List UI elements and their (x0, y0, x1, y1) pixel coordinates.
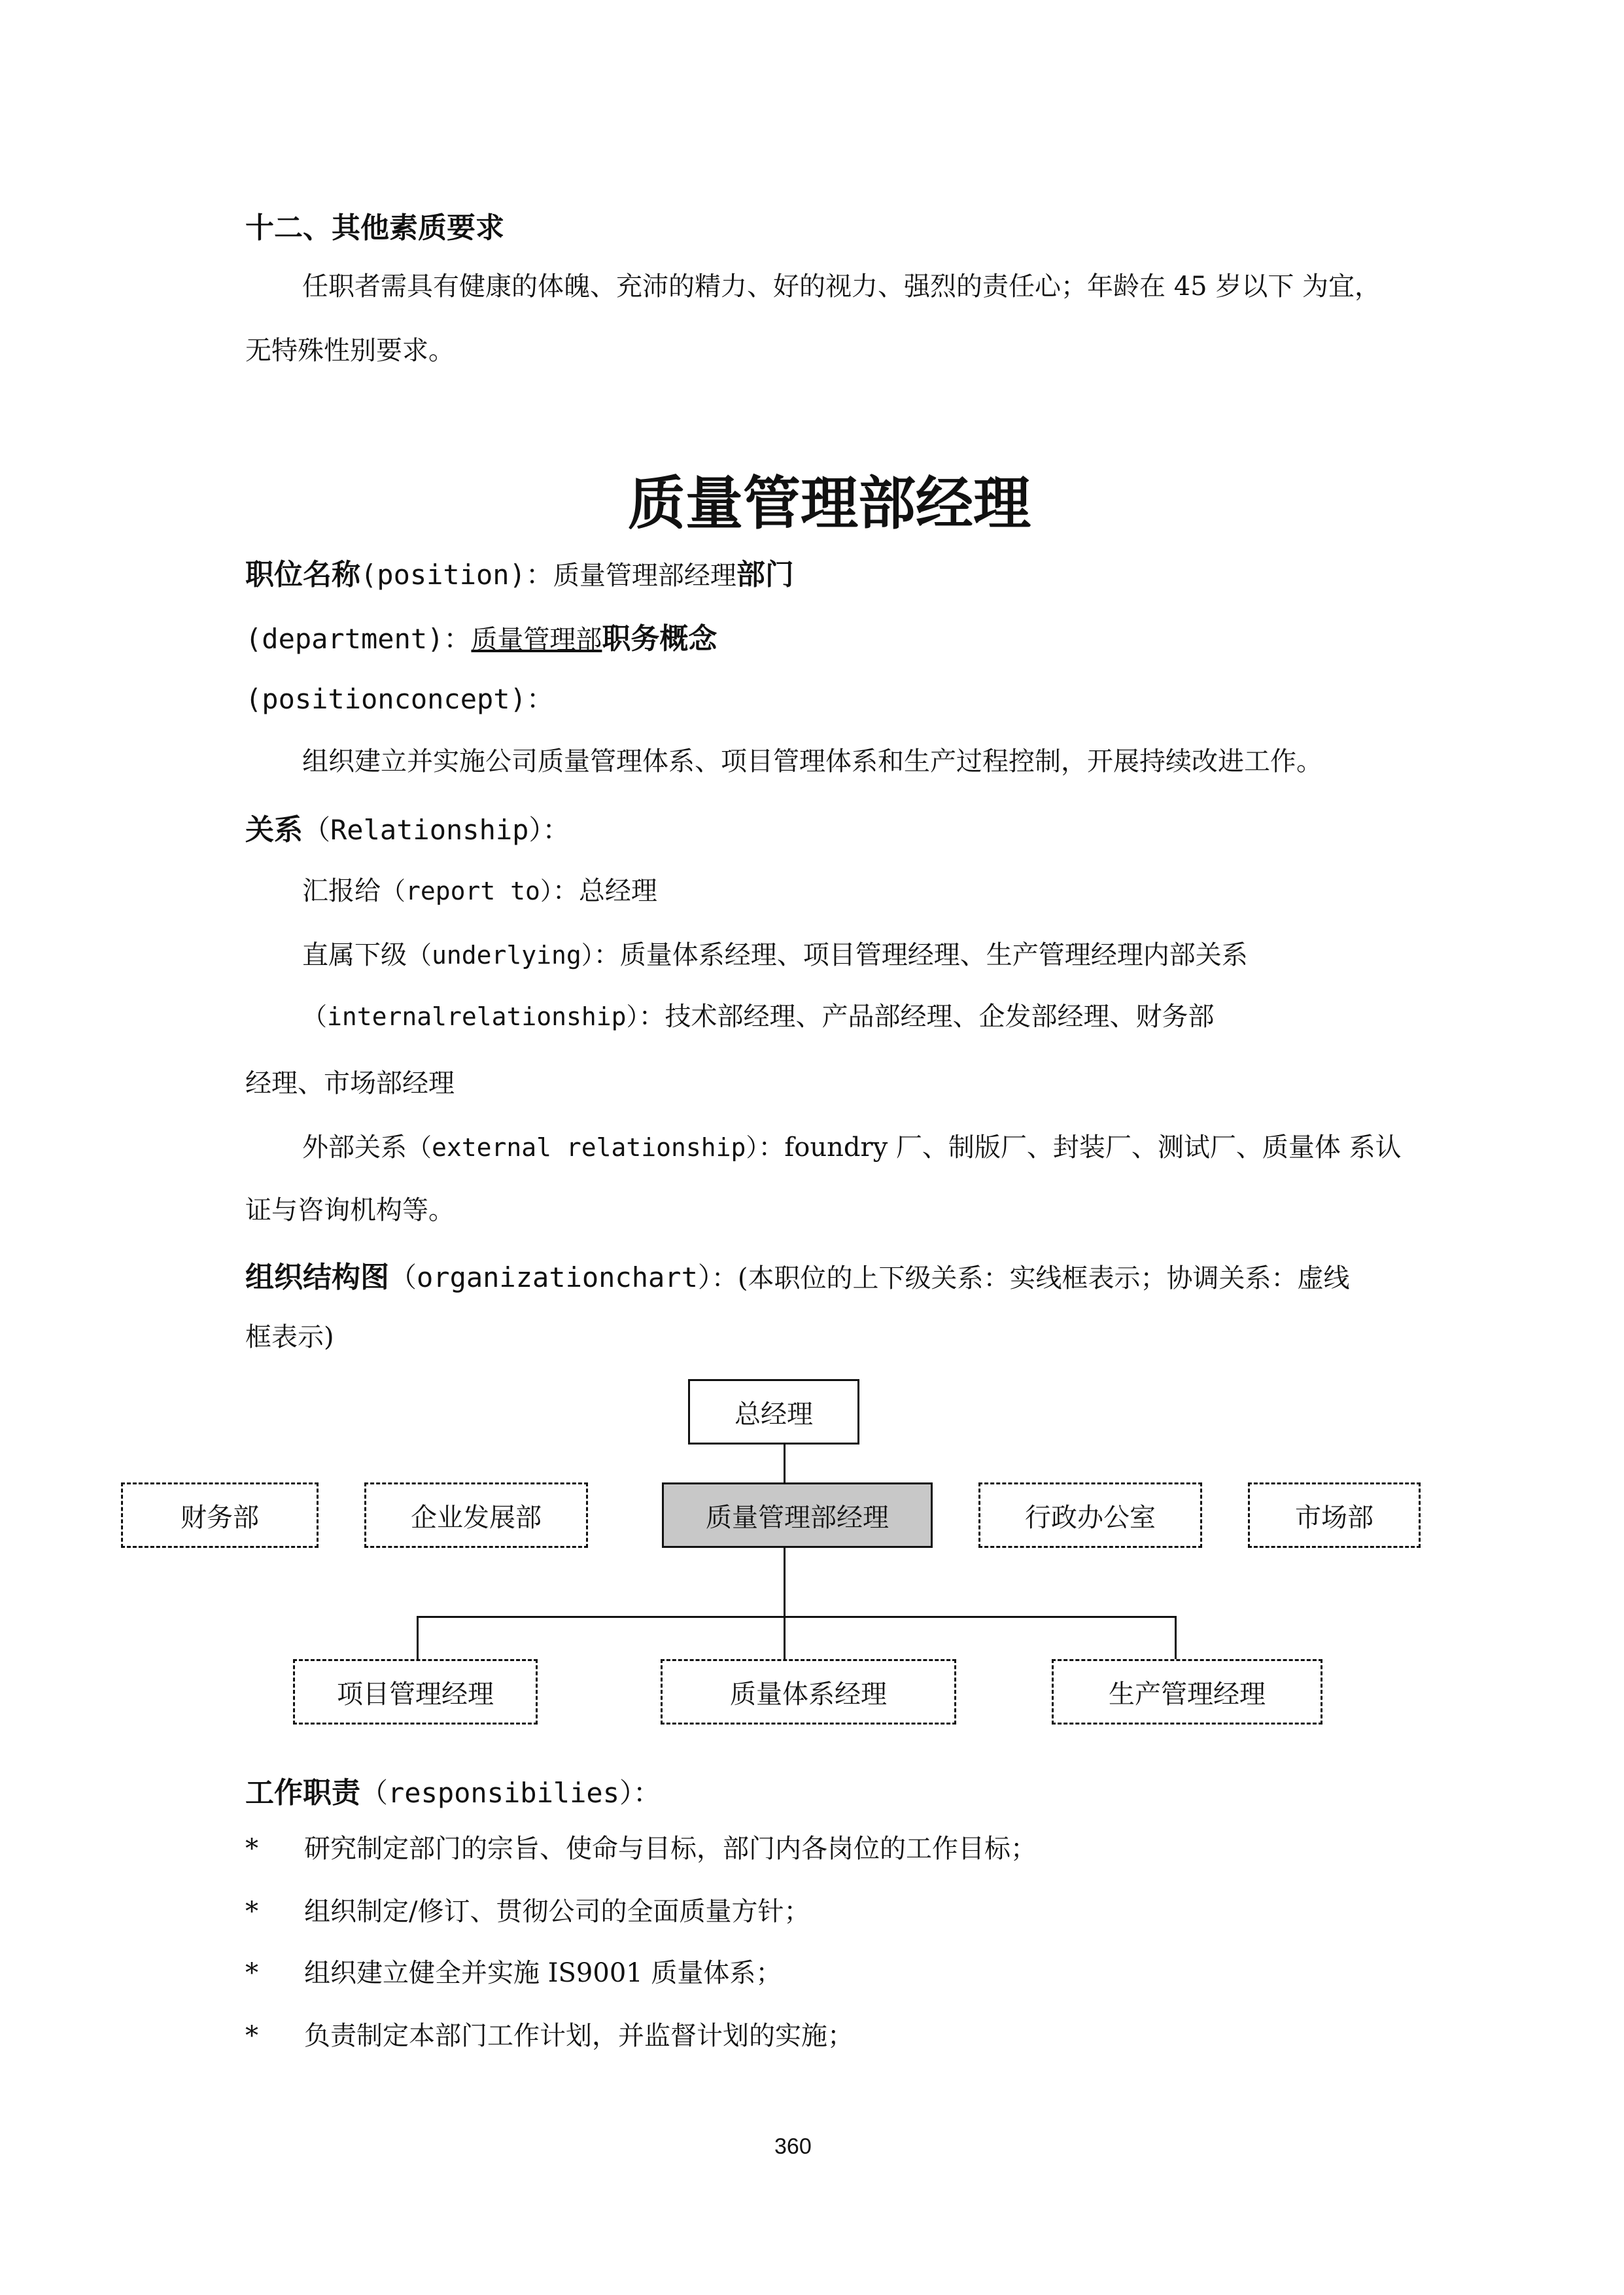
org-node-center: 质量管理部经理 (662, 1482, 933, 1548)
org-node-sub-quality-system: 质量体系经理 (661, 1659, 956, 1725)
relationship-heading (245, 806, 570, 848)
position-label: 职位名称 (245, 558, 360, 591)
report-to-line: 汇报给（report to）：总经理 (302, 876, 657, 906)
concept-label-en: (positionconcept)： (245, 683, 554, 715)
bullet-star: * (245, 1834, 258, 1864)
org-chart-heading (245, 1253, 1349, 1295)
org-connector-down (784, 1548, 786, 1660)
position-line (245, 551, 794, 593)
org-chart-label: 组织结构图 (245, 1261, 389, 1294)
bullet-star: * (245, 2021, 258, 2051)
internal-line: （internalrelationship）：技术部经理、产品部经理、企发部经理、财务部 (302, 1002, 1215, 1032)
bullet-star: * (245, 1897, 258, 1927)
concept-label: 职务概念 (602, 622, 717, 656)
section-paragraph-line1: 任职者需具有健康的体魄、充沛的精力、好的视力、强烈的责任心；年龄在 45 岁以下 为宜， (302, 272, 1381, 302)
underlying-line: 直属下级（underlying）：质量体系经理、项目管理经理、生产管理经理内部关系 (302, 940, 1248, 970)
concept-text: 组织建立并实施公司质量管理体系、项目管理体系和生产过程控制，开展持续改进工作。 (302, 746, 1322, 777)
org-node-sub-production: 生产管理经理 (1052, 1659, 1322, 1725)
org-node-peer-enterprise-dev: 企业发展部 (364, 1482, 588, 1548)
responsibilities-heading (245, 1769, 661, 1811)
org-node-sub-project: 项目管理经理 (293, 1659, 538, 1725)
external-line-cont: 证与咨询机构等。 (245, 1195, 455, 1225)
org-node-peer-finance: 财务部 (121, 1482, 319, 1548)
section-heading: 十二、其他素质要求 (245, 211, 504, 245)
list-item: * 组织建立健全并实施 IS9001 质量体系； (245, 1955, 782, 1991)
position-label-en: (position)： (360, 559, 553, 591)
department-label: 部门 (736, 558, 794, 591)
department-value: 质量管理部 (471, 625, 602, 655)
org-connector-top (784, 1445, 786, 1486)
org-chart-note-cont: 框表示) (245, 1322, 334, 1352)
org-chart-label-en: （organizationchart） (389, 1261, 712, 1293)
org-chart-note: ：(本职位的上下级关系：实线框表示；协调关系：虚线 (711, 1263, 1350, 1293)
org-node-top: 总经理 (688, 1379, 859, 1445)
position-value: 质量管理部经理 (553, 561, 736, 591)
section-paragraph-line2: 无特殊性别要求。 (245, 336, 455, 366)
list-item: * 组织制定/修订、贯彻公司的全面质量方针； (245, 1893, 810, 1930)
list-item: * 负责制定本部门工作计划，并监督计划的实施； (245, 2018, 854, 2054)
org-connector-horizontal (417, 1616, 1177, 1618)
page-number: 360 (774, 2134, 812, 2159)
list-item: * 研究制定部门的宗旨、使命与目标，部门内各岗位的工作目标； (245, 1831, 1037, 1867)
responsibilities-label-en: （responsibilies）： (360, 1777, 661, 1809)
internal-line-cont: 经理、市场部经理 (245, 1068, 455, 1098)
department-label-en: (department)： (245, 623, 472, 655)
org-node-peer-market: 市场部 (1248, 1482, 1421, 1548)
org-node-peer-admin-office: 行政办公室 (978, 1482, 1202, 1548)
bullet-star: * (245, 1958, 258, 1988)
org-connector-left (417, 1616, 419, 1659)
department-line (245, 615, 717, 657)
relationship-label-en: （Relationship）： (303, 814, 570, 846)
external-line: 外部关系（external relationship）：foundry 厂、制版厂、封装厂、测试厂、质量体 系认 (302, 1132, 1402, 1163)
page-title: 质量管理部经理 (628, 470, 1031, 537)
relationship-label: 关系 (245, 813, 303, 847)
responsibilities-label: 工作职责 (245, 1776, 360, 1810)
org-connector-right (1175, 1616, 1177, 1659)
